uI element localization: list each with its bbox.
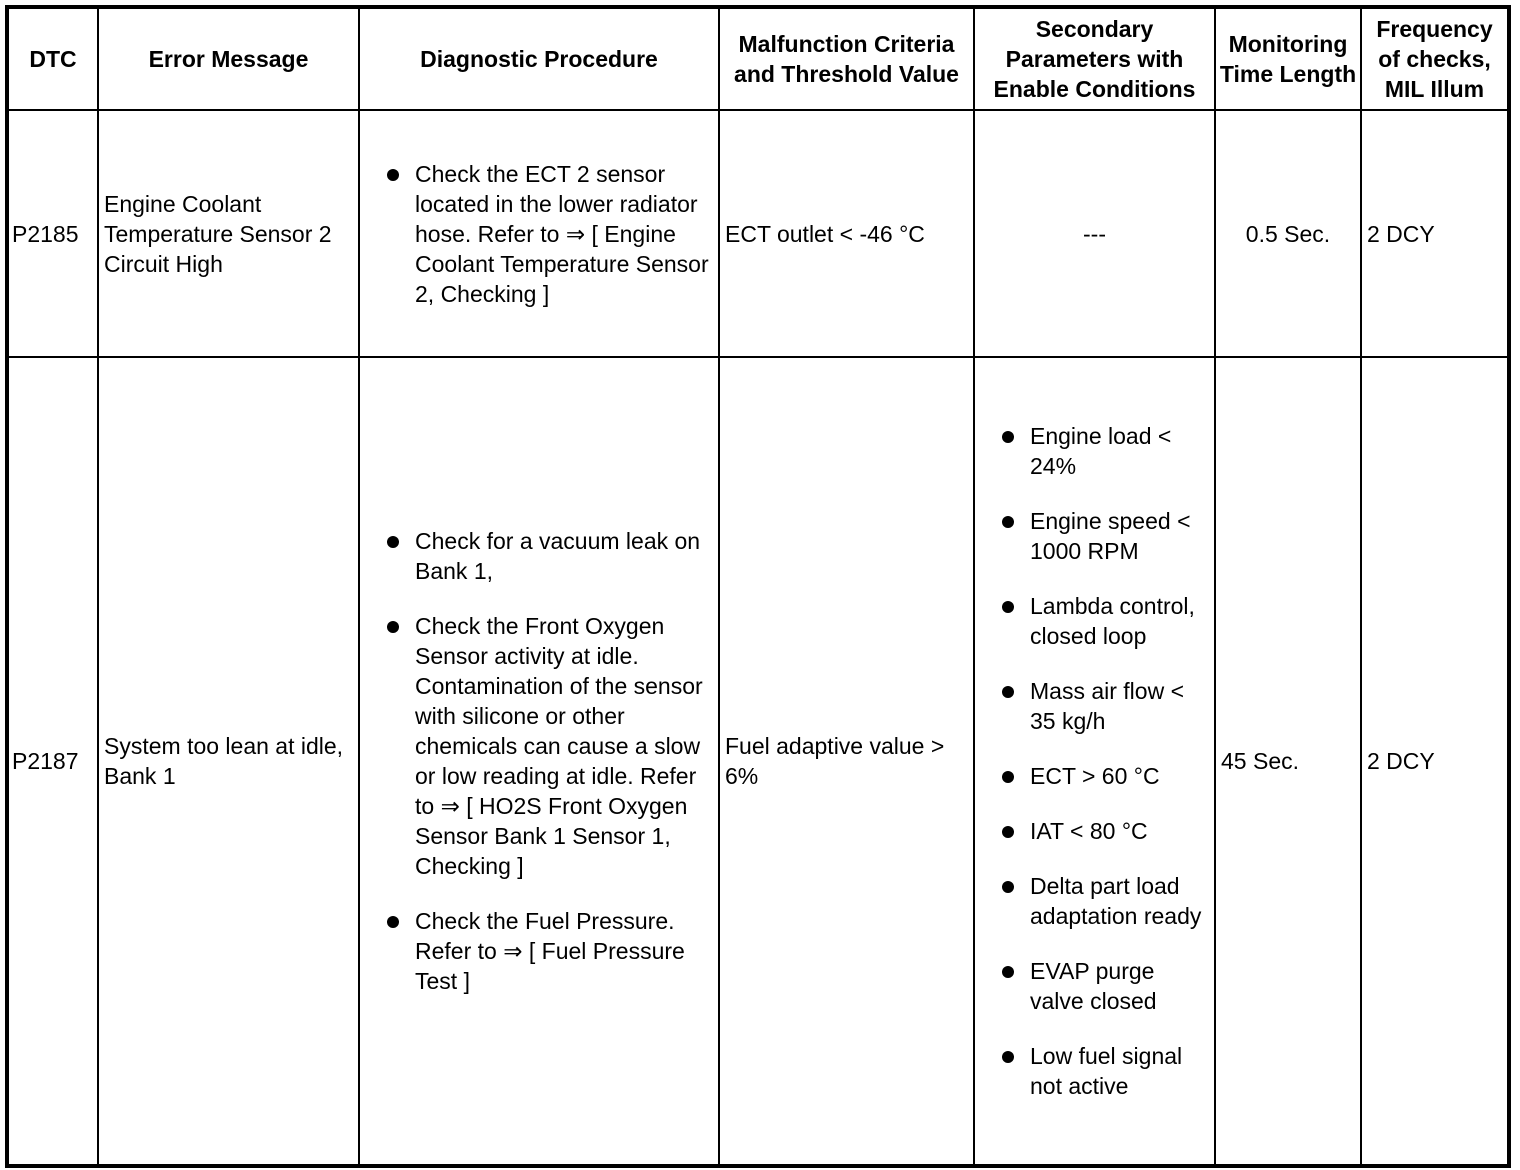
- secondary-condition: Low fuel signal not active: [980, 1041, 1209, 1101]
- header-secondary-parameters: Secondary Parameters with Enable Conditions: [974, 7, 1215, 110]
- secondary-parameters: ---: [974, 110, 1215, 357]
- secondary-condition: IAT < 80 °C: [980, 816, 1209, 846]
- diagnostic-procedure: [359, 357, 719, 1166]
- secondary-condition: Mass air flow < 35 kg/h: [980, 676, 1209, 736]
- frequency: 2 DCY: [1361, 357, 1509, 1166]
- secondary-condition: Engine load < 24%: [980, 421, 1209, 481]
- secondary-condition: ECT > 60 °C: [980, 761, 1209, 791]
- procedure-list: [365, 526, 713, 996]
- header-diagnostic-procedure: Diagnostic Procedure: [359, 7, 719, 110]
- header-row: [7, 7, 1509, 110]
- monitoring-time: 45 Sec.: [1215, 357, 1361, 1166]
- malfunction-criteria: Fuel adaptive value > 6%: [719, 357, 974, 1166]
- error-message: Engine Coolant Temperature Sensor 2 Circuit High: [98, 110, 359, 357]
- diagnostic-procedure: [359, 110, 719, 357]
- secondary-condition: Lambda control, closed loop: [980, 591, 1209, 651]
- dtc-code: P2187: [7, 357, 98, 1166]
- monitoring-time: 0.5 Sec.: [1215, 110, 1361, 357]
- header-error-message: Error Message: [98, 7, 359, 110]
- procedure-step: Check the ECT 2 sensor located in the lower radiator hose. Refer to ⇒ [ Engine Coolant Temperature Sensor 2, Checking ]: [365, 159, 713, 309]
- dtc-document: [5, 5, 1507, 1164]
- secondary-condition: EVAP purge valve closed: [980, 956, 1209, 1016]
- table-row: [7, 357, 1509, 1166]
- procedure-step: Check the Fuel Pressure. Refer to ⇒ [ Fuel Pressure Test ]: [365, 906, 713, 996]
- secondary-parameters: [974, 357, 1215, 1166]
- secondary-condition: Delta part load adaptation ready: [980, 871, 1209, 931]
- header-dtc: DTC: [7, 7, 98, 110]
- malfunction-criteria: ECT outlet < -46 °C: [719, 110, 974, 357]
- dtc-code: P2185: [7, 110, 98, 357]
- header-malfunction-criteria: Malfunction Criteria and Threshold Value: [719, 7, 974, 110]
- secondary-condition: Engine speed < 1000 RPM: [980, 506, 1209, 566]
- procedure-step: Check the Front Oxygen Sensor activity at idle. Contamination of the sensor with silicone or other chemicals can cause a slow or low reading at idle. Refer to ⇒ [ HO2S Front Oxygen Sensor Bank 1 Sensor 1, Checking ]: [365, 611, 713, 881]
- procedure-step: Check for a vacuum leak on Bank 1,: [365, 526, 713, 586]
- error-message: System too lean at idle, Bank 1: [98, 357, 359, 1166]
- dtc-table: [5, 5, 1511, 1168]
- procedure-list: [365, 159, 713, 309]
- header-frequency: Frequency of checks, MIL Illum: [1361, 7, 1509, 110]
- header-monitoring-time: Monitoring Time Length: [1215, 7, 1361, 110]
- table-row: [7, 110, 1509, 357]
- secondary-list: [980, 421, 1209, 1101]
- frequency: 2 DCY: [1361, 110, 1509, 357]
